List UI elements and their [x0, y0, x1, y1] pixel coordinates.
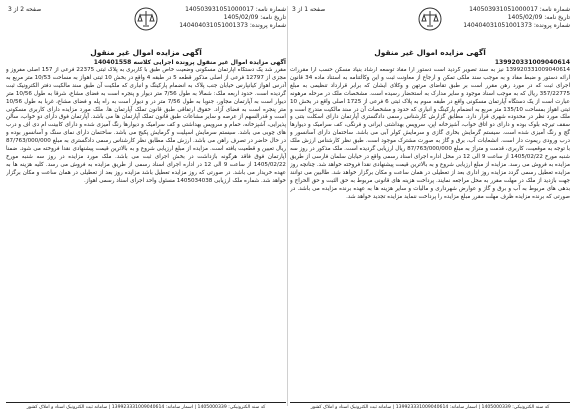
- page-footer: کد سند الکترونیکی: 1405000339 | اسمار سامانه: 139923331009040614 | سامانه ثبت الکترونیک اسناد و املاک کشور: [290, 402, 570, 411]
- notice-reference: آگهی مزایده اموال غیر منقول پرونده اجرایی کلاسه 140401558: [93, 59, 286, 66]
- notice-title: آگهی مزایده اموال غیر منقول: [90, 48, 202, 57]
- notice-page-2: [6, 6, 286, 410]
- notice-body: مقرر شد یک دستگاه آپارتمان مسکونی وضعیت خاص طبق با کاربری به پلاک ثبتی 22375 فرعی از 157 اصلی مفروز و مجزی از 12797 فرعی از اصلی مذکور قطعه 5 در طبقه 4 واقع در بخش 10 ثبتی اهواز به مساحت 10/53 متر مربع به آدرس اهواز کیانپارس خیابان جنب پلاک به انضمام پارکینگ و انباری که ملکیت آن طبق سند مالکیت دفتر الکترونیک ثبت گردیده است. حدود اربعه ملک: شمالا به طول 7/56 متر دیوار و پنجره است به فضای مشاع، شرقا به طول 10/56 متر دیوار است به آپارتمان مجاور، جنوبا به طول 7/56 متر در و دیوار است به راه پله و فضای مشاع، غربا به طول 10/56 متر پنجره است به فضای آزاد. حقوق ارتفاقی طبق قانون تملک آپارتمان ها. ملک مورد مزایده دارای کاربری مسکونی است و قدرالسهم از عرصه و سایر مشاعات طبق قانون تملک آپارتمان ها می باشد. آپارتمان فوق دارای دو خواب، سالن پذیرایی، آشپزخانه، حمام و سرویس بهداشتی و کف سرامیک و دیوارها رنگ آمیزی شده و دارای کابینت ام دی اف و درب های چوبی می باشد. سیستم سرمایش اسپلیت و گرمایش پکیج می باشد. ساختمان دارای نمای سنگ و آسانسور بوده و در حال حاضر در تصرف راهن می باشد. ارزش ملک مطابق نظر کارشناس رسمی دادگستری به مبلغ 87/763/000/000 ریال تعیین و قطعیت یافته است. مزایده از مبلغ ارزیابی شروع و به بالاترین قیمت پیشنهادی نقدا فروخته می شود. ضمنا آپارتمان فوق فاقد هرگونه بازداشت در بخش اجرای ثبت می باشد. ملک مورد مزایده در روز سه شنبه مورخ 1405/02/22 از ساعت 9 الی 12 در اداره اجرای اسناد رسمی از طریق مزایده به فروش می رسد. کلیه هزینه ها به عهده خریدار می باشد. در صورتی که روز مزایده تعطیل باشد مزایده روز بعد از تعطیلی در همان ساعت و مکان برگزار خواهد شد. شماره ملک ارزیابی 1405034038 مسئول واحد اجرای اسناد رسمی اهواز.: [6, 67, 286, 184]
- letter-date: تاریخ نامه: 1405/02/09: [507, 14, 570, 21]
- page-header: [290, 6, 570, 46]
- notice-title: آگهی مزایده اموال غیر منقول: [374, 48, 486, 57]
- letter-meta: [463, 6, 570, 30]
- page-footer: کد سند الکترونیکی: 1405000339 | اسمار سامانه: 139923331009040614 | سامانه ثبت الکترونیک اسناد و املاک کشور: [6, 402, 286, 411]
- judiciary-emblem-icon: [133, 6, 159, 32]
- notice-body: 139920331009040614 نیز به سند تصویر گردید است دستور آرا مفاد توسعه ارشاد بنیاد مسکن حسب آرا مقررات ارائه دستور و ضبط مفاد و به موجب سند ملکی تمکن و ارجاع از معاونت ثبت و این وکالتنامه به استناد ماده 34 قانون اجرای ثبت که در مورد رهن مقرر است بر طبق تقاضای مرتهن و وکلای ایشان که برابر قرارداد تنظیمی به مبلغ 357/22775 ریال که به موجب اسناد موجود و سایر مدارک به استحضار رسیده است. مشخصات ملک در مرحله مرهونه عبارت است از یک دستگاه آپارتمان مسکونی واقع در طبقه سوم به پلاک ثبتی 6 فرعی از 1725 اصلی واقع در بخش 10 ثبتی اهواز بمساحت 135/10 متر مربع به انضمام پارکینگ و انباری که حدود و مشخصات آن در سند مالکیت مندرج است و ملک مورد نظر در محدوده شهری قرار دارد. مطابق گزارش کارشناس رسمی دادگستری آپارتمان دارای اسکلت بتنی و سقف تیرچه بلوک بوده و دارای دو اتاق خواب، آشپزخانه اپن، سرویس بهداشتی ایرانی و فرنگی، کف سرامیک و دیوارها گچ و رنگ آمیزی شده است. سیستم گرمایش بخاری گازی و سرمایش کولر آبی می باشد. ساختمان دارای آسانسور و درب ورودی ریموت دار است. انشعابات آب، برق و گاز به صورت مشترک موجود است. طبق نظر کارشناس ارزش ملک با توجه به موقعیت، کاربری، قدمت و متراژ به مبلغ 87/763/000/000 ریال ارزیابی گردیده است. ملک مذکور در روز سه شنبه مورخ 1405/02/22 از ساعت 9 الی 12 در محل اداره اجرای اسناد رسمی واقع در خیابان سلمان فارسی از طریق مزایده به فروش می رسد. مزایده از مبلغ ارزیابی شروع و به بالاترین قیمت پیشنهادی نقدا فروخته خواهد شد. چنانچه روز مزایده تعطیل رسمی گردد مزایده روز اداری بعد از تعطیلی در همان ساعت و مکان برگزار خواهد شد. طالبین می توانند جهت بازدید از ملک در مهلت مقرر به محل مراجعه نمایند. پرداخت هزینه های قانونی مربوط به حق الثبت و حق الحراج و بدهی های مربوط به آب و برق و گاز و عوارض شهرداری و مالیات و سایر هزینه ها به عهده برنده مزایده می باشد. در صورتی که برنده مزایده ظرف مهلت مقرر مبلغ مزایده را پرداخت ننماید مزایده تجدید خواهد شد.: [290, 67, 570, 200]
- letter-meta: [179, 6, 286, 30]
- column-divider: [287, 6, 288, 406]
- page-number: صفحه 2 از 3: [8, 6, 42, 13]
- page-header: [6, 6, 286, 46]
- file-number: شماره پرونده: 140404031051001373: [463, 22, 570, 29]
- file-number: شماره پرونده: 140404031051001373: [179, 22, 286, 29]
- letter-number: شماره نامه: 140503931051000017: [185, 6, 286, 13]
- notice-page-1: [290, 6, 570, 410]
- page-number: صفحه 1 از 3: [292, 6, 326, 13]
- judiciary-emblem-icon: [417, 6, 443, 32]
- letter-number: شماره نامه: 140503931051000017: [469, 6, 570, 13]
- notice-reference: 139920331009040614: [494, 59, 570, 66]
- letter-date: تاریخ نامه: 1405/02/09: [223, 14, 286, 21]
